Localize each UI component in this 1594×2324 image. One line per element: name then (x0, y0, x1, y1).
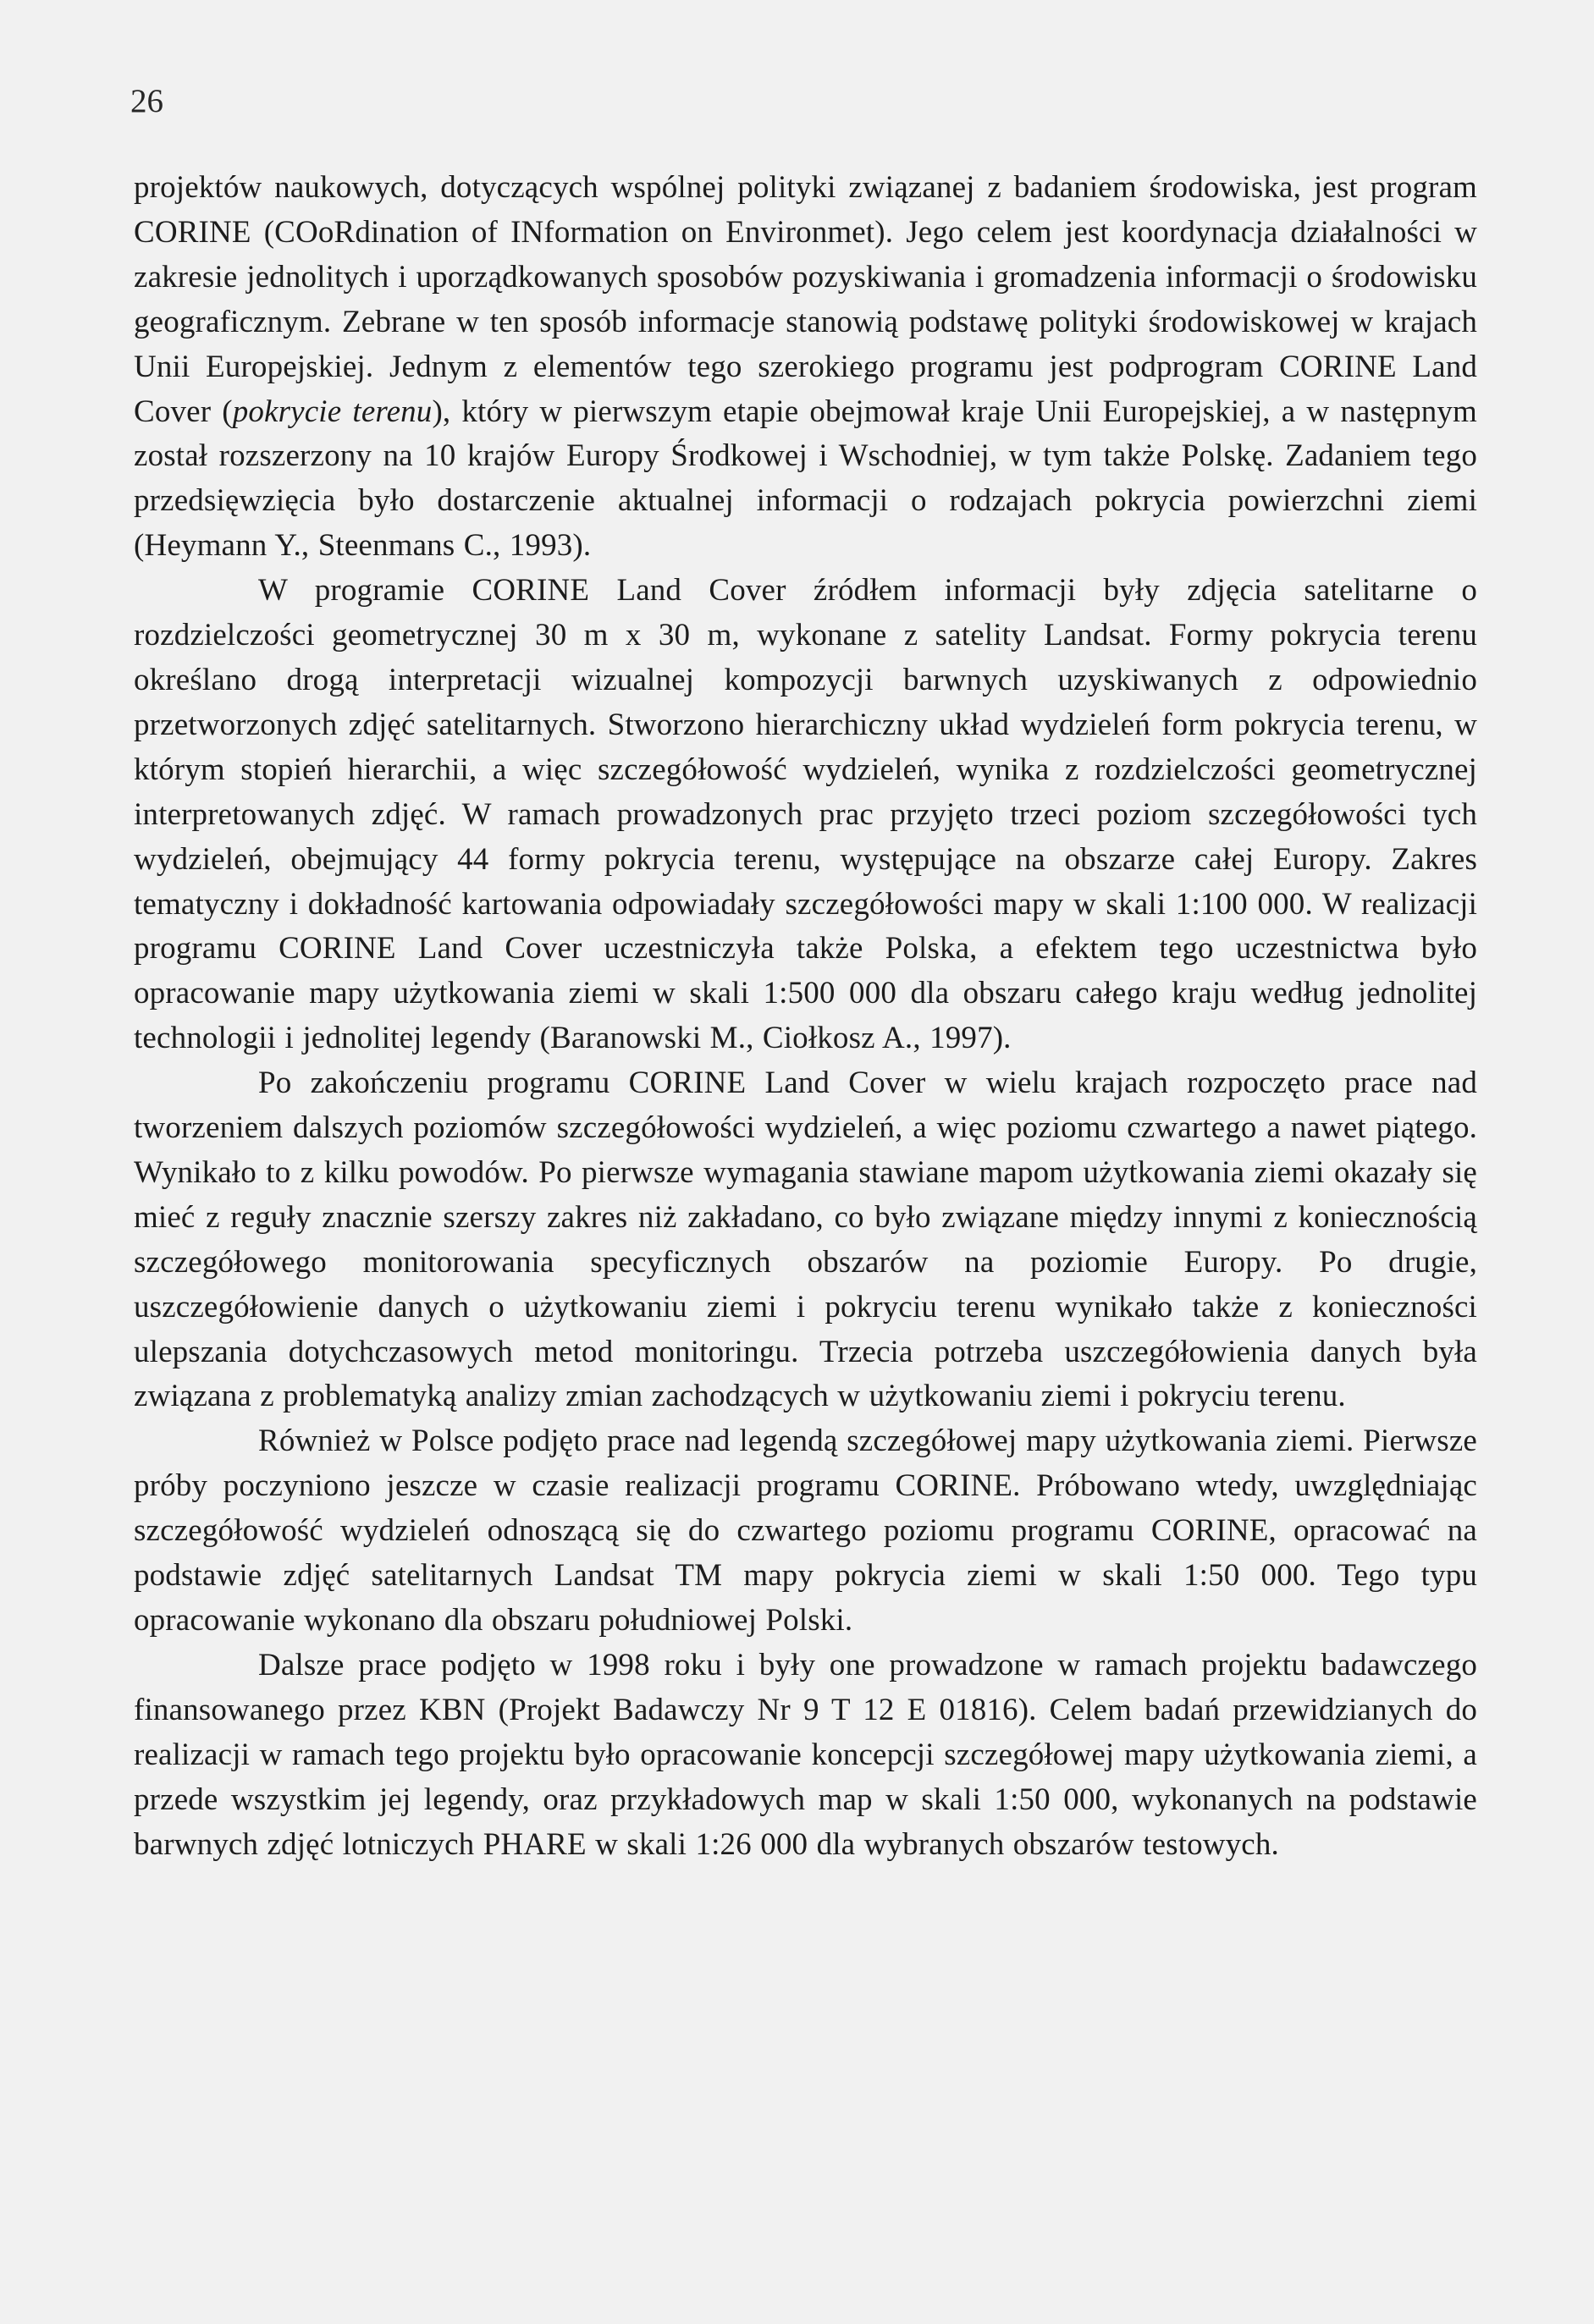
paragraph-5: Dalsze prace podjęto w 1998 roku i były one prowadzone w ramach projektu badawczego finansowanego przez KBN (Projekt Badawczy Nr 9 T 12 E 01816). Celem badań przewidzianych do realizacji w ramach tego projektu było opracowanie koncepcji szczegółowej mapy użytkowania ziemi, a przede wszystkim jej legendy, oraz przykładowych map w skali 1:50 000, wykonanych na podstawie barwnych zdjęć lotniczych PHARE w skali 1:26 000 dla wybranych obszarów testowych. (134, 1647, 1477, 1862)
paragraph-4: Również w Polsce podjęto prace nad legendą szczegółowej mapy użytkowania ziemi. Pierwsze próby poczyniono jeszcze w czasie realizacji programu CORINE. Próbowano wtedy, uwzględniając szczegółowość wydzieleń odnoszącą się do czwartego poziomu programu CORINE, opracować na podstawie zdjęć satelitarnych Landsat TM mapy pokrycia ziemi w skali 1:50 000. Tego typu opracowanie wykonano dla obszaru południowej Polski. (134, 1424, 1477, 1638)
paragraph-1 (134, 166, 1477, 569)
paragraph-1-text-before-italic: projektów naukowych, dotyczących wspólnej polityki związanej z badaniem środowiska, jest program CORINE (COoRdination of INformation on Environmet). Jego celem jest koordynacja działalności w zakresie jednolitych i uporządkowanych sposobów pozyskiwania i gromadzenia informacji o środowisku geograficznym. Zebrane w ten sposób informacje stanowią podstawę polityki środowiskowej w krajach Unii Europejskiej. Jednym z elementów tego szerokiego programu jest podprogram CORINE Land Cover ( (134, 170, 1477, 429)
paragraph-3: Po zakończeniu programu CORINE Land Cover w wielu krajach rozpoczęto prace nad tworzeniem dalszych poziomów szczegółowości wydzieleń, a więc poziomu czwartego a nawet piątego. Wynikało to z kilku powodów. Po pierwsze wymagania stawiane mapom użytkowania ziemi okazały się mieć z reguły znacznie szerszy zakres niż zakładano, co było związane między innymi z koniecznością szczegółowego monitorowania specyficznych obszarów na poziomie Europy. Po drugie, uszczegółowienie danych o użytkowaniu ziemi i pokryciu terenu wynikało także z konieczności ulepszania dotychczasowych metod monitoringu. Trzecia potrzeba uszczegółowienia danych była związana z problematyką analizy zmian zachodzących w użytkowaniu ziemi i pokryciu terenu. (134, 1066, 1477, 1414)
paragraph-2: W programie CORINE Land Cover źródłem informacji były zdjęcia satelitarne o rozdzielczości geometrycznej 30 m x 30 m, wykonane z satelity Landsat. Formy pokrycia terenu określano drogą interpretacji wizualnej kompozycji barwnych uzyskiwanych z odpowiednio przetworzonych zdjęć satelitarnych. Stworzono hierarchiczny układ wydzieleń form pokrycia terenu, w którym stopień hierarchii, a więc szczegółowość wydzieleń, wynika z rozdzielczości geometrycznej interpretowanych zdjęć. W ramach prowadzonych prac przyjęto trzeci poziom szczegółowości tych wydzieleń, obejmujący 44 formy pokrycia terenu, występujące na obszarze całej Europy. Zakres tematyczny i dokładność kartowania odpowiadały szczegółowości mapy w skali 1:100 000. W realizacji programu CORINE Land Cover uczestniczyła także Polska, a efektem tego uczestnictwa było opracowanie mapy użytkowania ziemi w skali 1:500 000 dla obszaru całego kraju według jednolitej technologii i jednolitej legendy (Baranowski M., Ciołkosz A., 1997). (134, 573, 1477, 1056)
italic-term-pokrycie-terenu: pokrycie terenu (232, 394, 433, 429)
paragraph-1-text-after-italic: ), który w pierwszym etapie obejmował kraje Unii Europejskiej, a w następnym został rozszerzony na 10 krajów Europy Środkowej i Wschodniej, w tym także Polskę. Zadaniem tego przedsięwzięcia było dostarczenie aktualnej informacji o rodzajach pokrycia powierzchni ziemi (Heymann Y., Steenmans C., 1993). (134, 394, 1477, 564)
page-number: 26 (130, 83, 163, 119)
body-text (134, 166, 1477, 1867)
